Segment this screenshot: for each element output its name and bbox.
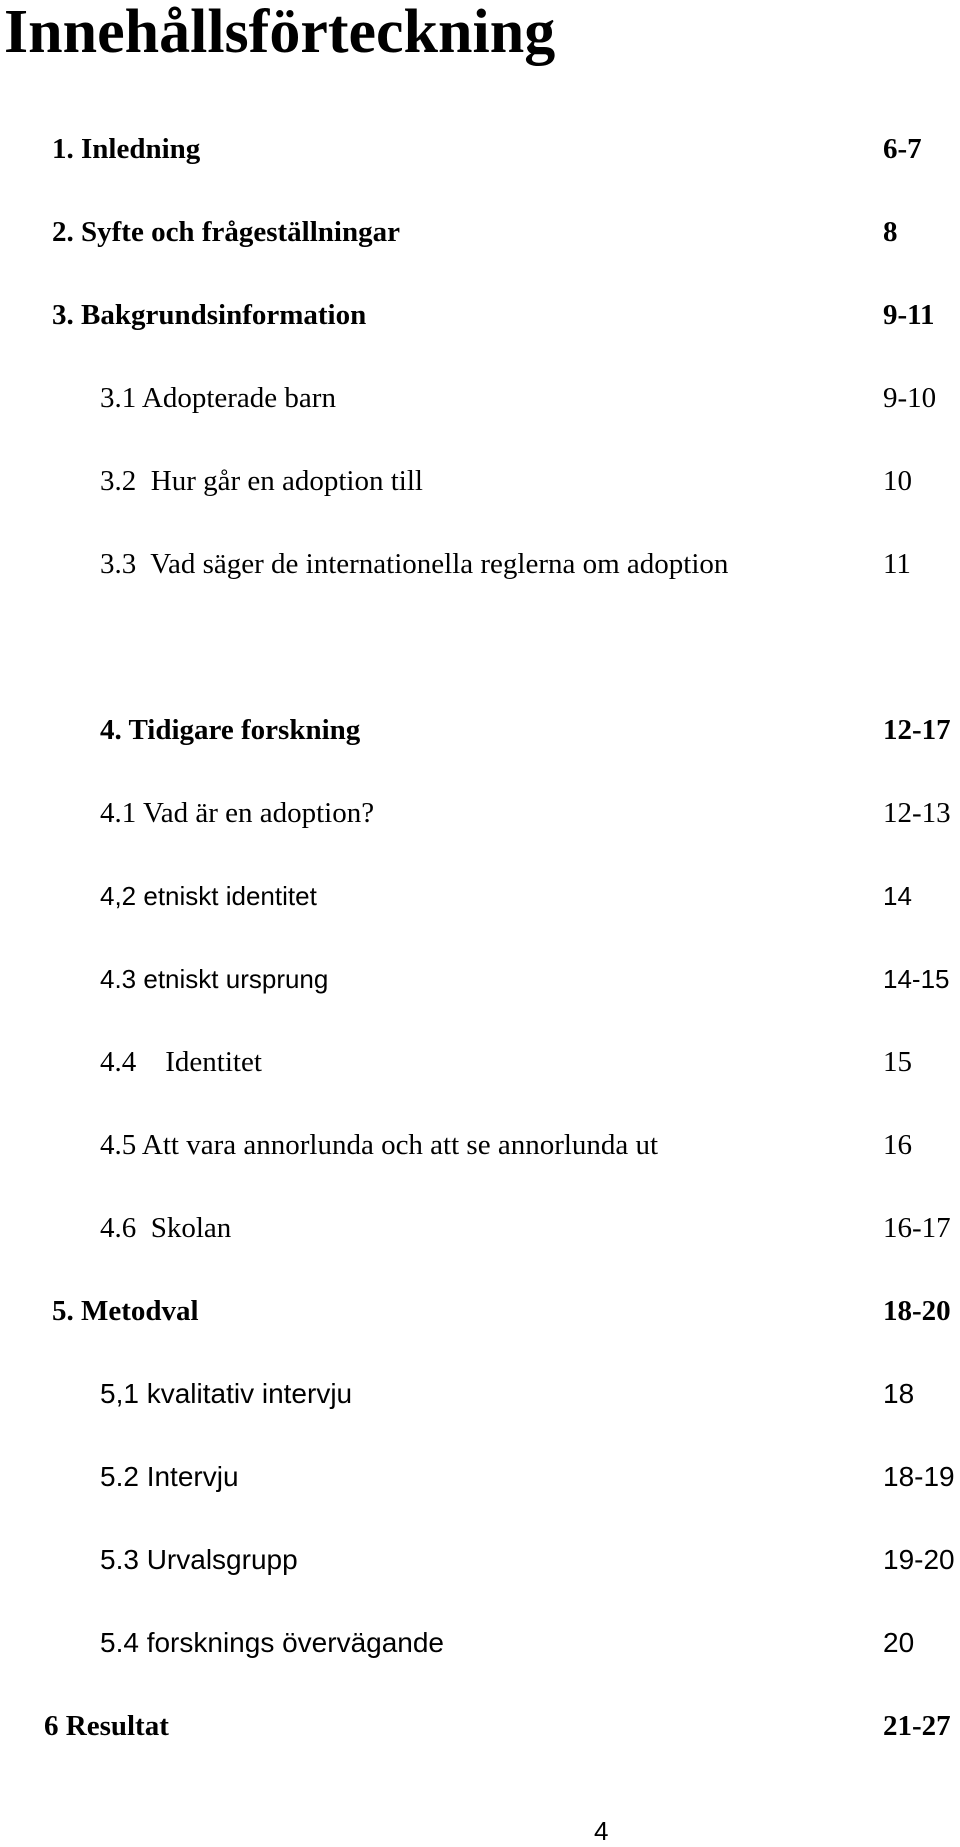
toc-entry-3-1	[0, 376, 960, 420]
toc-entry-5-2	[0, 1455, 960, 1499]
toc-entry-label: 3.3 Vad säger de internationella reglerna om adoption	[100, 548, 729, 580]
toc-entry-label: 5.3 Urvalsgrupp	[100, 1544, 298, 1575]
toc-entry-5-4	[0, 1621, 960, 1665]
toc-entry-label: 5.4 forsknings övervägande	[100, 1627, 444, 1658]
toc-entry-label: 3.2 Hur går en adoption till	[100, 465, 423, 497]
toc-entry-label: 2. Syfte och frågeställningar	[52, 216, 400, 248]
toc-entry-label: 5,1 kvalitativ intervju	[100, 1378, 353, 1409]
toc-entry-pages: 16	[883, 1129, 912, 1161]
toc-entry-4-2	[0, 874, 960, 918]
toc-entry-pages: 6-7	[883, 133, 922, 165]
page-title: Innehållsförteckning	[4, 0, 556, 66]
toc-entry-pages: 10	[883, 465, 912, 497]
toc-entry-label: 4.3 etniskt ursprung	[100, 964, 329, 994]
toc-entry-pages: 18-19	[883, 1461, 955, 1492]
toc-entry-4-1	[0, 791, 960, 835]
toc-entry-pages: 20	[883, 1627, 915, 1658]
toc-entry-3	[0, 293, 960, 337]
toc-entry-pages: 16-17	[883, 1212, 951, 1244]
toc-entry-label: 3.1 Adopterade barn	[100, 382, 336, 414]
toc-entry-pages: 8	[883, 216, 898, 248]
toc-entry-3-2	[0, 459, 960, 503]
toc-entry-2	[0, 210, 960, 254]
toc-entry-pages: 21-27	[883, 1710, 951, 1742]
toc-entry-4-3	[0, 957, 960, 1001]
toc-entry-label: 3. Bakgrundsinformation	[52, 299, 367, 331]
toc-entry-pages: 11	[883, 548, 911, 580]
toc-entry-pages: 14-15	[883, 964, 950, 994]
toc-entry-3-3	[0, 542, 960, 586]
toc-entry-label: 4. Tidigare forskning	[100, 714, 361, 746]
toc-entry-pages: 12-17	[883, 714, 951, 746]
toc-entry-5-1	[0, 1372, 960, 1416]
toc-entry-5-3	[0, 1538, 960, 1582]
toc-entry-pages: 9-10	[883, 382, 937, 414]
toc-entry-label: 4.5 Att vara annorlunda och att se annorlunda ut	[100, 1129, 659, 1161]
toc-entry-label: 4,2 etniskt identitet	[100, 881, 317, 911]
toc-entry-label: 4.4 Identitet	[100, 1046, 262, 1078]
toc-entry-4-4	[0, 1040, 960, 1084]
toc-entry-pages: 12-13	[883, 797, 951, 829]
toc-entry-5	[0, 1289, 960, 1333]
toc-entry-pages: 18	[883, 1378, 915, 1409]
toc-entry-4-6	[0, 1206, 960, 1250]
toc-entry-pages: 15	[883, 1046, 912, 1078]
toc-entry-pages: 14	[883, 881, 912, 911]
toc-entry-6	[0, 1704, 960, 1748]
toc-entry-label: 4.1 Vad är en adoption?	[100, 797, 375, 829]
toc-entry-label: 6 Resultat	[44, 1710, 169, 1742]
toc-entry-4	[0, 708, 960, 752]
toc-entry-label: 5.2 Intervju	[100, 1461, 239, 1492]
toc-entry-4-5	[0, 1123, 960, 1167]
toc-entry-pages: 18-20	[883, 1295, 951, 1327]
toc-entry-pages: 19-20	[883, 1544, 955, 1575]
toc-entry-label: 1. Inledning	[52, 133, 201, 165]
toc-entry-label: 4.6 Skolan	[100, 1212, 232, 1244]
toc-entry-1	[0, 127, 960, 171]
toc-entry-label: 5. Metodval	[52, 1295, 199, 1327]
page-number: 4	[594, 1816, 609, 1846]
toc-entry-pages: 9-11	[883, 299, 935, 331]
